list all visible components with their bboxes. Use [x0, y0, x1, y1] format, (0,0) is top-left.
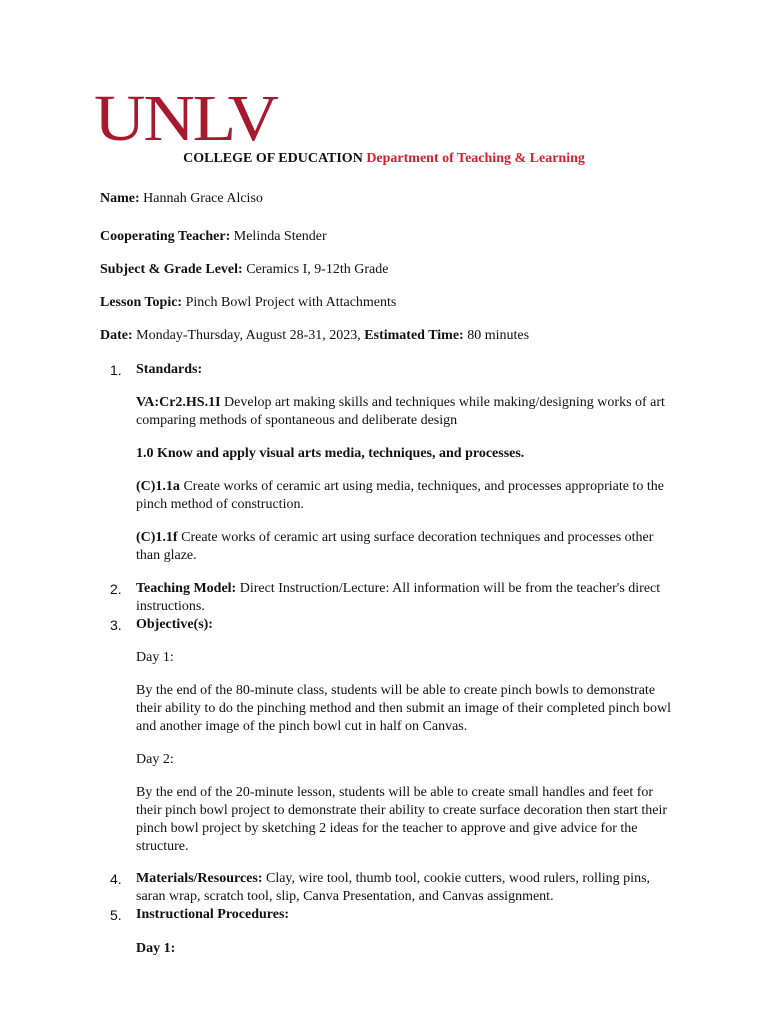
- name-row: [100, 190, 263, 208]
- date-row: [100, 327, 529, 345]
- section-2-text: Direct Instruction/Lecture: All information will be from the teacher's direct instructions.: [136, 581, 661, 614]
- time-label: Estimated Time:: [364, 328, 464, 343]
- name-label: Name:: [100, 191, 140, 206]
- standard-4: [136, 529, 681, 565]
- subject-value: Ceramics I, 9-12th Grade: [246, 262, 389, 277]
- section-2: [136, 580, 681, 616]
- procedures-day-1-label: Day 1:: [136, 941, 176, 956]
- section-2-number: 2.: [110, 581, 122, 597]
- section-5-number: 5.: [110, 907, 122, 923]
- objective-day-1-text: By the end of the 80-minute class, students will be able to create pinch bowls to demonstrate their ability to do the pinching method and then submit an image of their completed pinch bowl and another image of the pinch bowl cut in half on Canvas.: [136, 683, 671, 734]
- standard-1-text: Develop art making skills and techniques while making/designing works of art comparing methods of spontaneous and deliberate design: [136, 395, 665, 428]
- date-value: Monday-Thursday, August 28-31, 2023,: [136, 328, 361, 343]
- objective-day-2-text: By the end of the 20-minute lesson, students will be able to create small handles and feet for their pinch bowl project to demonstrate their ability to create surface decoration then start their pinch bowl project by sketching 2 ideas for the teacher to approve and give advice for the structure.: [136, 785, 668, 854]
- section-5-title: Instructional Procedures:: [136, 907, 290, 922]
- standard-1-code: VA:Cr2.HS.1I: [136, 395, 221, 410]
- objective-day-1-label: Day 1:: [136, 650, 174, 665]
- standard-4-text: Create works of ceramic art using surface decoration techniques and processes other than glaze.: [136, 530, 654, 563]
- teacher-row: [100, 228, 327, 246]
- section-4-text: Clay, wire tool, thumb tool, cookie cutters, wood rulers, rolling pins, saran wrap, scratch tool, slip, Canva Presentation, and Canvas assignment.: [136, 871, 651, 904]
- subject-row: [100, 261, 389, 279]
- topic-row: [100, 294, 396, 312]
- standard-3-text: Create works of ceramic art using media, techniques, and processes appropriate to the pinch method of construction.: [136, 479, 664, 512]
- standard-1: [136, 394, 681, 430]
- section-4-number: 4.: [110, 871, 122, 887]
- section-3-number: 3.: [110, 617, 122, 633]
- subject-label: Subject & Grade Level:: [100, 262, 243, 277]
- section-3-title: Objective(s):: [136, 617, 213, 632]
- standard-3: [136, 478, 681, 514]
- section-2-title: Teaching Model:: [136, 581, 237, 596]
- section-1-title: Standards:: [136, 362, 203, 377]
- unlv-logo: UNLV: [94, 82, 277, 155]
- college-name: COLLEGE OF EDUCATION: [183, 151, 363, 166]
- name-value: Hannah Grace Alciso: [143, 191, 263, 206]
- objective-day-2-label: Day 2:: [136, 752, 174, 767]
- date-label: Date:: [100, 328, 133, 343]
- header-line: [0, 151, 768, 167]
- teacher-value: Melinda Stender: [233, 229, 327, 244]
- time-value: 80 minutes: [467, 328, 530, 343]
- department-name: Department of Teaching & Learning: [366, 151, 585, 166]
- section-4-title: Materials/Resources:: [136, 871, 263, 886]
- topic-value: Pinch Bowl Project with Attachments: [185, 295, 397, 310]
- topic-label: Lesson Topic:: [100, 295, 183, 310]
- standard-2: 1.0 Know and apply visual arts media, techniques, and processes.: [136, 446, 525, 461]
- standard-4-code: (C)1.1f: [136, 530, 178, 545]
- teacher-label: Cooperating Teacher:: [100, 229, 231, 244]
- standard-3-code: (C)1.1a: [136, 479, 180, 494]
- section-4: [136, 870, 681, 906]
- section-1-number: 1.: [110, 362, 122, 378]
